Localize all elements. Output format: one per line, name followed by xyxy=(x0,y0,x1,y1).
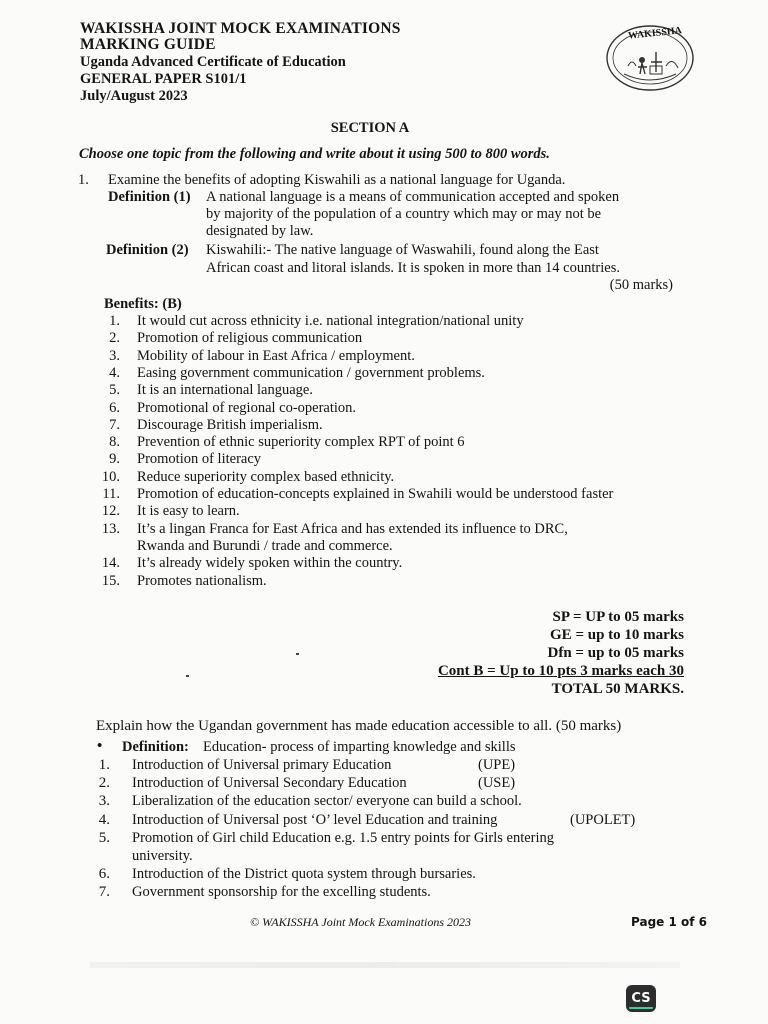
scan-speck xyxy=(296,653,299,655)
access-item: Introduction of Universal Secondary Education xyxy=(132,775,407,792)
exam-board-title: WAKISSHA JOINT MOCK EXAMINATIONS xyxy=(80,20,401,37)
definition-1-line: designated by law. xyxy=(206,223,314,239)
marking-scheme xyxy=(438,608,684,698)
benefit-item: Promotion of religious communication xyxy=(137,330,363,347)
logo-text: WAKISSHA xyxy=(627,25,683,42)
definition-2-line: African coast and litoral islands. It is spoken in more than 14 countries. xyxy=(206,260,620,276)
benefit-number: 11. xyxy=(102,486,120,502)
definition-2-label: Definition (2) xyxy=(106,242,189,258)
benefit-number: 6. xyxy=(109,399,120,416)
scheme-content: Cont B = Up to 10 pts 3 marks each 30 xyxy=(437,663,684,679)
access-item-abbreviation: (USE) xyxy=(478,775,516,792)
question-1-text: Examine the benefits of adopting Kiswahili as a national language for Uganda. xyxy=(108,172,566,188)
benefit-number: 9. xyxy=(109,451,120,468)
benefits-label: Benefits: (B) xyxy=(104,296,182,312)
definition-1-line: A national language is a means of communication accepted and spoken xyxy=(206,189,620,205)
scheme-ge: GE = up to 10 marks xyxy=(550,627,684,643)
benefit-item: Easing government communication / government problems. xyxy=(137,364,485,381)
benefit-number: 4. xyxy=(109,364,120,381)
scan-artifact xyxy=(90,962,680,968)
access-item: Introduction of Universal primary Education xyxy=(132,757,392,773)
paper-code: GENERAL PAPER S101/1 xyxy=(80,71,247,87)
benefit-item: Promotion of education-concepts explained in Swahili would be understood faster xyxy=(137,486,614,502)
instruction: Choose one topic from the following and write about it using 500 to 800 words. xyxy=(79,146,550,162)
copyright: © WAKISSHA Joint Mock Examinations 2023 xyxy=(250,915,472,929)
scheme-sp: SP = UP to 05 marks xyxy=(552,609,684,625)
benefit-item: Reduce superiority complex based ethnicity. xyxy=(137,468,395,485)
benefit-item: It’s already widely spoken within the country. xyxy=(137,555,403,572)
definition-2-line: Kiswahili:- The native language of Waswahili, found along the East xyxy=(206,242,599,258)
benefit-number: 1. xyxy=(109,313,120,329)
section-title: SECTION A xyxy=(330,120,410,136)
access-item: Introduction of Universal post ‘O’ level Education and training xyxy=(132,811,498,828)
benefit-number: 12. xyxy=(101,503,120,520)
definition-1-line: by majority of the population of a country which may or may not be xyxy=(206,206,602,222)
scheme-total: TOTAL 50 MARKS. xyxy=(551,681,684,697)
access-item-number: 6. xyxy=(98,866,110,883)
access-item: university. xyxy=(132,848,193,864)
access-item-number: 7. xyxy=(98,884,110,901)
access-item-abbreviation: (UPE) xyxy=(478,757,516,773)
benefit-number: 15. xyxy=(101,572,120,589)
definition-1-label: Definition (1) xyxy=(108,189,191,205)
access-item-number: 3. xyxy=(98,793,110,810)
document-type: MARKING GUIDE xyxy=(80,36,216,53)
benefit-item: It would cut across ethnicity i.e. national integration/national unity xyxy=(137,313,524,329)
benefit-number: 14. xyxy=(101,555,120,572)
definition-label: Definition: xyxy=(122,739,189,755)
exam-date: July/August 2023 xyxy=(80,88,188,104)
camscanner-badge-icon: CS xyxy=(626,985,656,1012)
access-item: Promotion of Girl child Education e.g. 1.5 entry points for Girls entering xyxy=(132,829,555,846)
page-number: Page 1 of 6 xyxy=(631,915,707,929)
benefit-item: It is an international language. xyxy=(137,382,313,399)
benefit-item: Rwanda and Burundi / trade and commerce. xyxy=(137,537,393,554)
question-2-text: Explain how the Ugandan government has made education accessible to all. (50 marks) xyxy=(96,718,622,734)
scheme-dfn: Dfn = up to 05 marks xyxy=(547,645,684,661)
access-item-number: 1. xyxy=(98,757,110,773)
definition-text: Education- process of imparting knowledge and skills xyxy=(203,739,516,755)
benefit-number: 5. xyxy=(109,382,120,399)
access-item-abbreviation: (UPOLET) xyxy=(570,811,636,828)
access-item-number: 2. xyxy=(98,775,110,792)
benefit-number: 8. xyxy=(109,434,120,451)
certificate-level: Uganda Advanced Certificate of Education xyxy=(80,54,346,70)
benefit-item: Mobility of labour in East Africa / employment. xyxy=(137,347,415,364)
benefit-item: Prevention of ethnic superiority complex RPT of point 6 xyxy=(137,434,465,451)
access-item-number: 4. xyxy=(98,811,110,828)
access-item: Introduction of the District quota system through bursaries. xyxy=(132,866,476,883)
benefit-number: 3. xyxy=(109,347,120,364)
bullet: • xyxy=(97,738,103,754)
benefit-item: Discourage British imperialism. xyxy=(137,416,323,433)
benefit-number: 13. xyxy=(101,520,120,537)
benefit-item: Promotion of literacy xyxy=(137,451,262,468)
question-1-number: 1. xyxy=(78,172,89,188)
benefit-number: 2. xyxy=(109,330,120,347)
benefit-number: 7. xyxy=(109,416,120,433)
benefit-item: Promotional of regional co-operation. xyxy=(137,399,357,416)
scan-speck xyxy=(186,675,189,677)
benefit-item: It’s a lingan Franca for East Africa and has extended its influence to DRC, xyxy=(137,520,568,537)
access-item: Liberalization of the education sector/ everyone can build a school. xyxy=(132,793,522,810)
question-1-marks: (50 marks) xyxy=(609,277,673,293)
benefit-item: It is easy to learn. xyxy=(137,503,240,520)
access-item: Government sponsorship for the excelling students. xyxy=(132,884,431,901)
access-item-number: 5. xyxy=(98,829,110,846)
benefit-item: Promotes nationalism. xyxy=(137,572,267,589)
benefit-number: 10. xyxy=(101,468,120,485)
